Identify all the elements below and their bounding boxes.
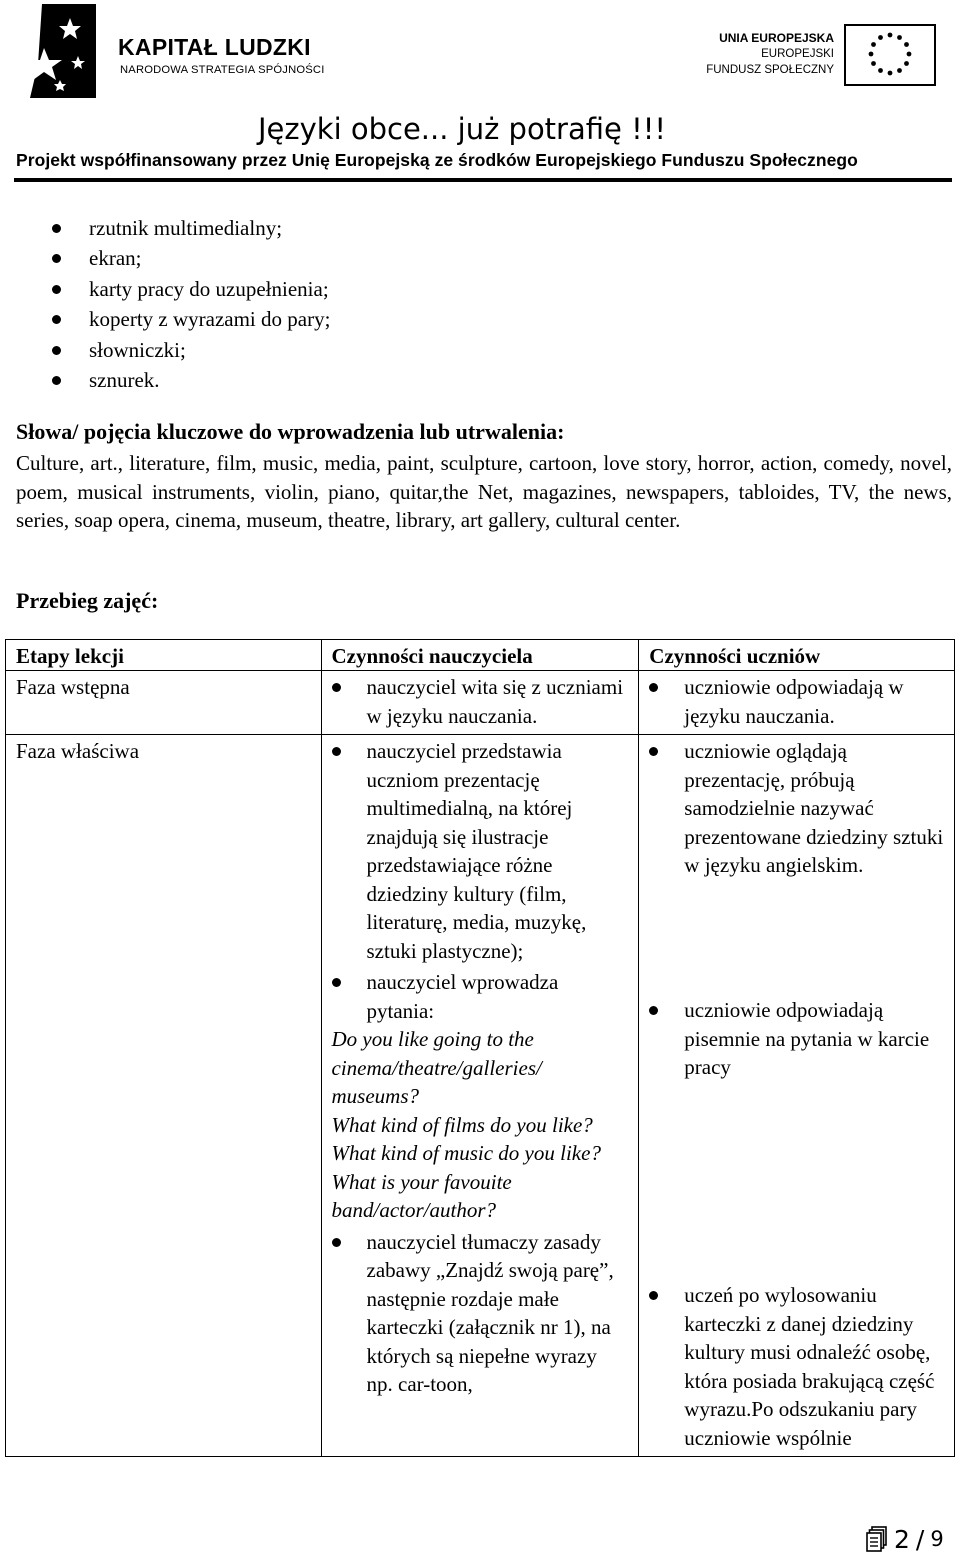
column-header-stage: Etapy lekcji xyxy=(6,640,322,671)
list-item: karty pracy do uzupełnienia; xyxy=(0,274,330,304)
eu-label-line2: EUROPEJSKI xyxy=(761,48,834,60)
page-indicator xyxy=(866,1524,944,1554)
list-item: rzutnik multimedialny; xyxy=(0,213,330,243)
page-separator: / xyxy=(915,1524,925,1554)
list-item: nauczyciel przedstawia uczniom prezentację multimedialną, na której znajdują się ilustracje przedstawiające różne dziedziny kultury (film, literaturę, media, muzykę, sztuki plastyczne); xyxy=(332,737,629,965)
question-text: What kind of films do you like? xyxy=(331,1112,593,1137)
students-cell xyxy=(639,735,955,1457)
keywords-heading: Słowa/ pojęcia kluczowe do wprowadzenia lub utrwalenia: xyxy=(16,419,565,444)
document-pages-icon xyxy=(866,1526,888,1552)
stage-cell: Faza właściwa xyxy=(6,735,322,1457)
list-item: słowniczki; xyxy=(0,335,330,365)
list-item: uczniowie odpowiadają w języku nauczania. xyxy=(649,673,944,730)
kapital-ludzki-logo xyxy=(30,4,96,98)
list-item: uczniowie odpowiadają pisemnie na pytania w karcie pracy xyxy=(649,996,944,1281)
stage-cell: Faza wstępna xyxy=(6,671,322,735)
list-item: uczniowie oglądają prezentację, próbują samodzielnie nazywać prezentowane dziedziny sztuki w języku angielskim. xyxy=(649,737,944,996)
keywords-text: Culture, art., literature, film, music, media, paint, sculpture, cartoon, love story, horror, action, comedy, novel, poem, musical instruments, violin, piano, quitar,the Net, magazines, newspapers, tabloides, TV, the news, series, soap opera, cinema, museum, theatre, library, art gallery, cultural center. xyxy=(16,451,952,532)
list-item: nauczyciel wprowadza pytania: xyxy=(332,968,629,1025)
lesson-progress-heading: Przebieg zajęć: xyxy=(16,588,159,613)
column-header-teacher: Czynności nauczyciela xyxy=(321,640,639,671)
header-divider xyxy=(14,178,952,182)
document-header xyxy=(0,0,960,190)
list-item: ekran; xyxy=(0,243,330,273)
total-pages-number: 9 xyxy=(930,1527,944,1551)
students-cell xyxy=(639,671,955,735)
list-item: koperty z wyrazami do pary; xyxy=(0,304,330,334)
program-subtitle: NARODOWA STRATEGIA SPÓJNOŚCI xyxy=(120,64,325,76)
list-item: nauczyciel wita się z uczniami w języku nauczania. xyxy=(332,673,629,730)
program-title: KAPITAŁ LUDZKI xyxy=(118,34,311,60)
eu-label-line3: FUNDUSZ SPOŁECZNY xyxy=(706,64,834,76)
list-item: sznurek. xyxy=(0,365,330,395)
eu-label-line1: UNIA EUROPEJSKA xyxy=(719,31,834,45)
question-text: What is your favouite band/actor/author? xyxy=(331,1169,512,1222)
column-header-students: Czynności uczniów xyxy=(639,640,955,671)
eu-label xyxy=(700,30,834,78)
lesson-plan-table xyxy=(5,639,955,1457)
question-text: Do you like going to the cinema/theatre/galleries/ museums? xyxy=(331,1027,542,1108)
list-item: nauczyciel tłumaczy zasady zabawy „Znajdź swoją parę”, następnie rozdaje małe karteczki (załącznik nr 1), na których są niepełne wyrazy np. car-toon, xyxy=(332,1228,629,1399)
teacher-cell xyxy=(321,735,639,1457)
current-page-number: 2 xyxy=(894,1524,910,1554)
teacher-cell xyxy=(321,671,639,735)
materials-list xyxy=(0,213,330,395)
table-header-row xyxy=(6,640,955,671)
table-row xyxy=(6,735,955,1457)
project-title: Języki obce... już potrafię !!! xyxy=(258,112,666,146)
table-row xyxy=(6,671,955,735)
eu-flag-icon xyxy=(844,24,936,86)
cofinance-note: Projekt współfinansowany przez Unię Europejską ze środków Europejskiego Funduszu Społecznego xyxy=(16,150,858,170)
question-text: What kind of music do you like? xyxy=(331,1141,601,1165)
list-item: uczeń po wylosowaniu karteczki z danej dziedziny kultury musi odnaleźć osobę, która posiada brakującą część wyrazu.Po odszukaniu pary uczniowie wspólnie xyxy=(649,1281,944,1452)
